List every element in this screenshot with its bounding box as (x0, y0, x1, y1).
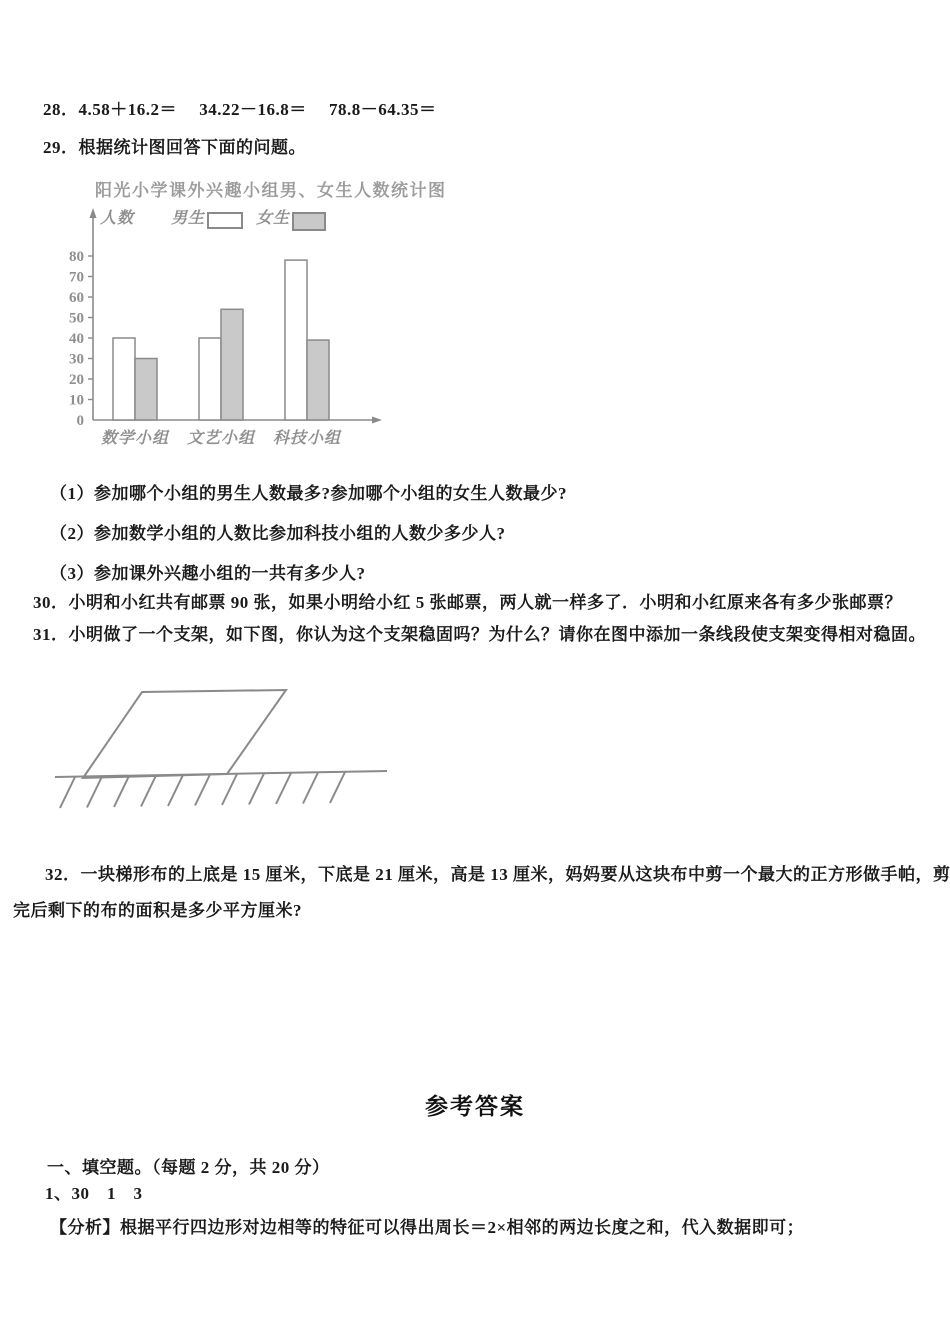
x-category-label: 文艺小组 (186, 430, 256, 447)
hatch-mark (114, 776, 129, 807)
answer-1: 1、30 1 3 (45, 1184, 143, 1203)
bar-boys-0 (113, 338, 135, 420)
y-tick-label: 0 (76, 413, 84, 429)
question-30: 30．小明和小红共有邮票 90 张，如果小明给小红 5 张邮票，两人就一样多了．小明和小红原来各有多少张邮票？ (33, 593, 902, 612)
y-tick-label: 50 (69, 310, 84, 327)
hatch-mark (330, 772, 345, 803)
y-tick-label: 70 (69, 269, 84, 286)
question-31: 31．小明做了一个支架，如下图，你认为这个支架稳固吗？为什么？请你在图中添加一条线段使支架变得相对稳固。 (33, 625, 926, 644)
x-category-label: 科技小组 (272, 430, 342, 447)
hatch-mark (303, 773, 318, 804)
bar-girls-1 (221, 309, 243, 420)
question-28: 28．4.58＋16.2＝ 34.22－16.8＝ 78.8－64.35＝ (43, 100, 437, 119)
bracket-figure (40, 655, 420, 830)
y-axis-arrow (90, 208, 97, 218)
chart-title: 阳光小学课外兴趣小组男、女生人数统计图 (95, 181, 447, 200)
bar-boys-1 (199, 338, 221, 420)
hatch-mark (276, 773, 291, 804)
y-tick-label: 60 (69, 290, 84, 306)
x-category-label: 数学小组 (100, 430, 170, 447)
parallelogram-frame (83, 690, 286, 778)
y-tick-label: 80 (69, 249, 84, 265)
x-axis-arrow (372, 417, 382, 424)
question-29: 29．根据统计图回答下面的问题。 (43, 138, 306, 157)
bar-chart (58, 202, 398, 457)
question-32-line2: 完后剩下的布的面积是多少平方厘米? (13, 901, 302, 920)
answers-heading: 参考答案 (425, 1093, 525, 1119)
y-tick-label: 30 (69, 351, 84, 368)
hatch-mark (222, 774, 237, 805)
legend-boys-label: 男生 (171, 210, 206, 227)
analysis-text: 【分析】根据平行四边形对边相等的特征可以得出周长＝2×相邻的两边长度之和，代入数据即可； (50, 1218, 805, 1237)
sub-question-1: （1）参加哪个小组的男生人数最多?参加哪个小组的女生人数最少? (50, 484, 567, 503)
fill-in-section-title: 一、填空题。（每题 2 分，共 20 分） (47, 1158, 330, 1177)
chart-ylabel: 人数 (100, 210, 135, 227)
y-tick-label: 40 (69, 331, 84, 347)
hatch-mark (168, 775, 183, 806)
hatch-mark (249, 774, 264, 805)
bar-girls-0 (135, 359, 157, 421)
y-tick-label: 10 (69, 392, 84, 409)
bar-girls-2 (307, 340, 329, 420)
hatch-mark (60, 777, 75, 808)
sub-question-2: （2）参加数学小组的人数比参加科技小组的人数少多少人? (50, 524, 506, 543)
y-tick-label: 20 (69, 372, 84, 388)
bar-boys-2 (285, 260, 307, 420)
hatch-mark (87, 777, 102, 808)
hatch-mark (141, 776, 156, 807)
sub-question-3: （3）参加课外兴趣小组的一共有多少人? (50, 564, 366, 583)
hatch-mark (195, 775, 210, 806)
legend-girls-label: 女生 (256, 210, 291, 227)
question-32-line1: 32．一块梯形布的上底是 15 厘米，下底是 21 厘米，高是 13 厘米，妈妈要从这块布中剪一个最大的正方形做手帕，剪 (45, 865, 950, 884)
